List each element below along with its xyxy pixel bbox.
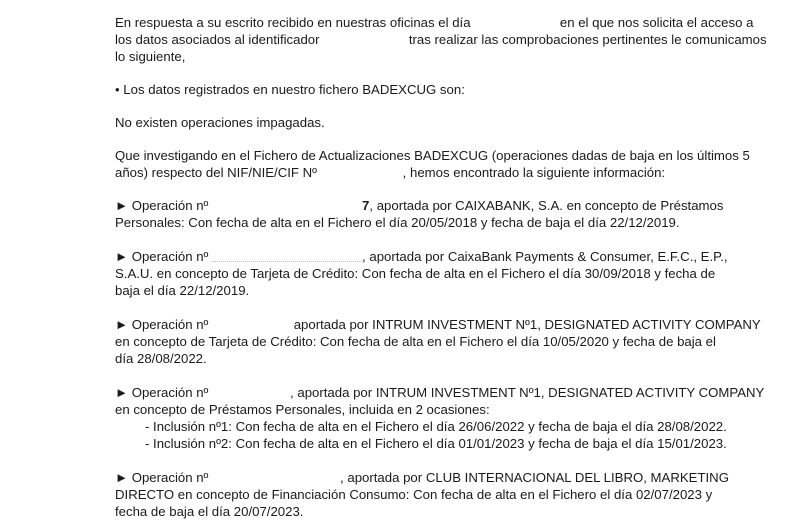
operation-1: ► Operación nº 7, aportada por CAIXABANK, S.A. en concepto de Préstamos Personales: Con fecha de alta en el Fichero el día 20/05/2018 y fecha de baja el día 22/12/2019. — [115, 198, 724, 230]
operation-4: ► Operación nº , aportada por INTRUM INVESTMENT Nº1, DESIGNATED ACTIVITY COMPANY en concepto de Préstamos Personales, incluida en 2 ocasiones: - Inclusión nº1: Con fecha de alta en el Fichero el día 26/06/2022 y fecha de baja el día 28/08/2022. - Inclusión nº2: Con fecha de alta en el Fichero el día 01/01/2023 y fecha de baja el día 15/01/2023. — [115, 385, 765, 451]
letter-body — [115, 14, 767, 520]
operation-3: ► Operación nº aportada por INTRUM INVESTMENT Nº1, DESIGNATED ACTIVITY COMPANY en concepto de Tarjeta de Crédito: Con fecha de alta en el Fichero el día 10/05/2020 y fecha de baja el día 28/08/2022. — [115, 317, 761, 366]
redacted-operation-number — [212, 201, 362, 213]
redacted-date — [474, 18, 556, 30]
registered-data-bullet: • Los datos registrados en nuestro fichero BADEXCUG son: — [115, 82, 465, 97]
no-unpaid-text: No existen operaciones impagadas. — [115, 115, 325, 130]
intro-line-2: los datos asociados al identificador tras realizar las comprobaciones pertinentes le comunicamos — [115, 32, 767, 47]
operation-5: ► Operación nº , aportada por CLUB INTERNACIONAL DEL LIBRO, MARKETING DIRECTO en concepto de Financiación Consumo: Con fecha de alta en el Fichero el día 02/07/2023 y fecha de baja el día 20/07/2023. — [115, 470, 729, 519]
inclusion-2: - Inclusión nº2: Con fecha de alta en el Fichero el día 01/01/2023 y fecha de baja el día 15/01/2023. — [145, 436, 727, 451]
intro-line-3: lo siguiente, — [115, 49, 186, 64]
intro-paragraph — [115, 14, 767, 65]
inclusion-1: - Inclusión nº1: Con fecha de alta en el Fichero el día 26/06/2022 y fecha de baja el día 28/08/2022. — [145, 419, 727, 434]
redacted-operation-number — [212, 388, 290, 400]
redacted-operation-number — [212, 320, 290, 332]
intro-line-1: En respuesta a su escrito recibido en nuestras oficinas el día en el que nos solicita el acceso a — [115, 15, 754, 30]
redacted-nif — [321, 168, 403, 180]
investigation-paragraph: Que investigando en el Fichero de Actualizaciones BADEXCUG (operaciones dadas de baja en los últimos 5 años) respecto del NIF/NIE/CIF Nº , hemos encontrado la siguiente información: — [115, 148, 750, 180]
redacted-operation-number — [212, 253, 362, 262]
redacted-operation-number — [212, 473, 340, 485]
redacted-identifier — [323, 35, 405, 47]
operation-2: ► Operación nº , aportada por CaixaBank Payments & Consumer, E.F.C., E.P., S.A.U. en concepto de Tarjeta de Crédito: Con fecha de alta en el Fichero el día 30/09/2018 y fecha de baja el día 22/12/2019. — [115, 249, 728, 298]
